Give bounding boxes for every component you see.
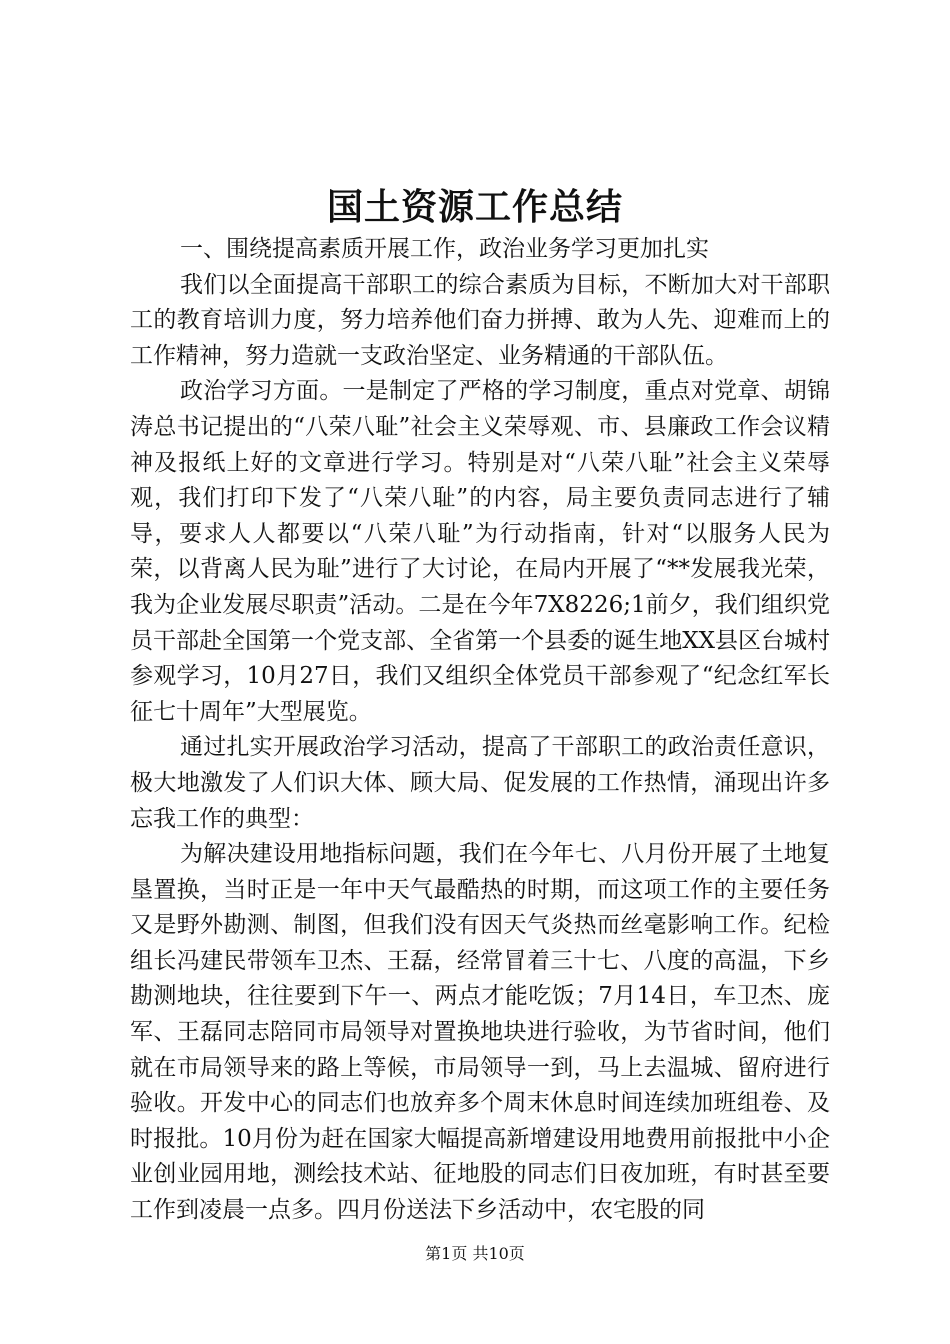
document-body xyxy=(130,232,830,1229)
section-heading: 一、围绕提高素质开展工作，政治业务学习更加扎实 xyxy=(180,236,709,262)
page-footer: 第1页 共10页 xyxy=(425,1244,525,1263)
document-title: 国土资源工作总结 xyxy=(326,186,623,228)
body-paragraph: 我们以全面提高干部职工的综合素质为目标，不断加大对干部职工的教育培训力度，努力培养他们奋力拼搏、敢为人先、迎难而上的工作精神，努力造就一支政治坚定、业务精通的干部队伍。 xyxy=(130,271,830,369)
body-paragraph: 通过扎实开展政治学习活动，提高了干部职工的政治责任意识，极大地激发了人们识大体、顾大局、促发展的工作热情，涌现出许多忘我工作的典型： xyxy=(130,734,830,832)
body-paragraph: 为解决建设用地指标问题，我们在今年七、八月份开展了土地复垦置换，当时正是一年中天气最酷热的时期，而这项工作的主要任务又是野外勘测、制图，但我们没有因天气炎热而丝毫影响工作。纪检组长冯建民带领车卫杰、王磊，经常冒着三十七、八度的高温，下乡勘测地块，往往要到下午一、两点才能吃饭；7月14日，车卫杰、庞军、王磊同志陪同市局领导对置换地块进行验收，为节省时间，他们就在市局领导来的路上等候，市局领导一到，马上去温城、留府进行验收。开发中心的同志们也放弃多个周末休息时间连续加班组卷、及时报批。10月份为赶在国家大幅提高新增建设用地费用前报批中小企业创业园用地，测绘技术站、征地股的同志们日夜加班，有时甚至要工作到凌晨一点多。四月份送法下乡活动中，农宅股的同 xyxy=(130,841,830,1224)
body-paragraph: 政治学习方面。一是制定了严格的学习制度，重点对党章、胡锦涛总书记提出的“八荣八耻”社会主义荣辱观、市、县廉政工作会议精神及报纸上好的文章进行学习。特别是对“八荣八耻”社会主义荣辱观，我们打印下发了“八荣八耻”的内容，局主要负责同志进行了辅导，要求人人都要以“八荣八耻”为行动指南，针对“以服务人民为荣，以背离人民为耻”进行了大讨论，在局内开展了“**发展我光荣，我为企业发展尽职责”活动。二是在今年7X8226;1前夕，我们组织党员干部赴全国第一个党支部、全省第一个县委的诞生地XX县区台城村参观学习，10月27日，我们又组织全体党员干部参观了“纪念红军长征七十周年”大型展览。 xyxy=(130,378,830,725)
